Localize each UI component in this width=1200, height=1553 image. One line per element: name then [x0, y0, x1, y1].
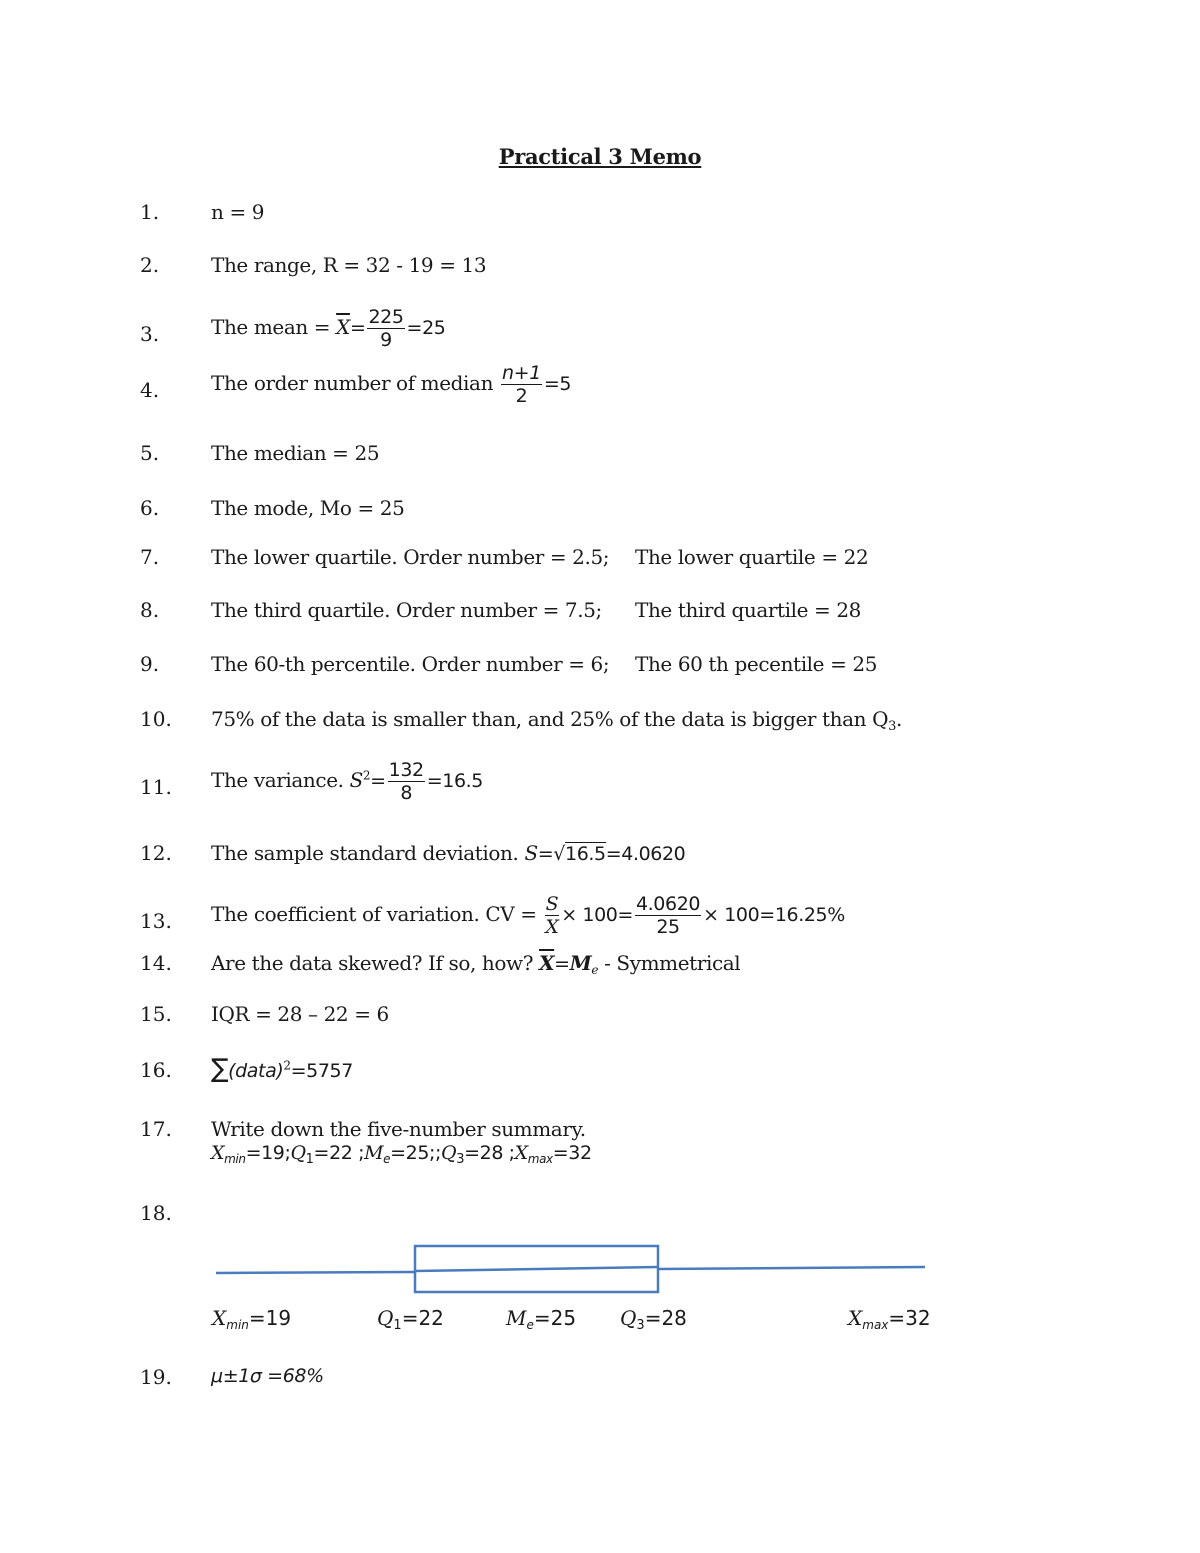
formula-prefix: The order number of median: [211, 371, 500, 395]
fraction-denominator: 2: [515, 385, 528, 407]
formula-prefix: The variance.: [211, 768, 350, 792]
formula-prefix: The sample standard deviation.: [211, 841, 525, 865]
subscript: 3: [888, 719, 896, 734]
item-answer: The 60 th pecentile = 25: [635, 652, 878, 676]
fraction-denominator: X: [545, 916, 559, 938]
label-q3: [620, 1306, 687, 1333]
item-number: 3.: [140, 322, 160, 346]
item-text: n = 9: [211, 200, 265, 224]
item-text: The third quartile. Order number = 7.5;: [211, 598, 602, 622]
item-number: 15.: [140, 1002, 172, 1026]
item-number: 2.: [140, 253, 160, 277]
label-value: =25: [533, 1306, 577, 1330]
label-symbol: X: [848, 1306, 863, 1330]
formula-prefix: The coefficient of variation. CV =: [211, 902, 543, 926]
right-whisker: [658, 1267, 925, 1269]
sum-body: (data): [228, 1060, 284, 1082]
summary-value: =25;;: [390, 1142, 442, 1164]
item-text: The lower quartile. Order number = 2.5;: [211, 545, 610, 569]
item-text: The median = 25: [211, 441, 380, 465]
formula-result: × 100=16.25%: [703, 904, 845, 926]
fraction-denominator: 9: [380, 329, 392, 351]
summary-value: =19;: [245, 1142, 291, 1164]
left-whisker: [216, 1272, 415, 1273]
item-sentence: 75% of the data is smaller than, and 25% of the data is bigger than Q: [211, 707, 889, 731]
skew-answer: - Symmetrical: [598, 951, 741, 975]
formula-prefix: Are the data skewed? If so, how?: [211, 951, 540, 975]
formula-result: =5757: [290, 1060, 353, 1082]
summary-value: =32: [552, 1142, 592, 1164]
subscript: 1: [393, 1318, 402, 1333]
sqrt-icon: √: [553, 843, 566, 865]
label-value: =22: [401, 1306, 444, 1330]
summary-symbol: M: [364, 1142, 384, 1164]
item-number: 17.: [140, 1117, 172, 1141]
item-number: 18.: [140, 1201, 172, 1225]
label-median: [506, 1306, 576, 1332]
item-number: 12.: [140, 841, 172, 865]
equals-sign: =: [537, 843, 554, 865]
summary-symbol: X: [514, 1142, 528, 1164]
fraction-numerator: n+1: [502, 362, 541, 384]
label-symbol: Q: [620, 1306, 637, 1330]
s-symbol: S: [524, 841, 538, 865]
formula-result: =5: [543, 373, 572, 395]
item-text: Write down the five-number summary.: [211, 1117, 586, 1141]
label-xmin: [212, 1306, 291, 1332]
label-symbol: Q: [377, 1306, 394, 1330]
item-number: 9.: [140, 652, 160, 676]
label-value: =32: [888, 1306, 931, 1330]
item-number: 10.: [140, 707, 172, 731]
item-number: 7.: [140, 545, 160, 569]
item-answer: The lower quartile = 22: [635, 545, 869, 569]
list-item-19: [140, 1365, 1140, 1405]
item-number: 6.: [140, 496, 160, 520]
subscript: max: [527, 1152, 553, 1166]
item-number: 11.: [140, 775, 172, 799]
subscript: e: [526, 1318, 534, 1332]
item-number: 5.: [140, 441, 160, 465]
median-line: [415, 1267, 658, 1271]
fraction-numerator: S: [545, 893, 559, 915]
equals-sign: =: [554, 953, 570, 975]
fraction-denominator: 8: [400, 782, 413, 804]
item-number: 13.: [140, 909, 172, 933]
x-bar-symbol: $\overline{X}$: [336, 315, 350, 339]
subscript: e: [591, 963, 599, 977]
subscript: 1: [305, 1152, 314, 1167]
summary-value: =28 ;: [464, 1142, 515, 1164]
subscript: 3: [636, 1318, 645, 1333]
radicand: 16.5: [565, 843, 606, 865]
superscript: 2: [362, 768, 371, 783]
item-text: IQR = 28 – 22 = 6: [211, 1002, 389, 1026]
summary-symbol: X: [211, 1142, 225, 1164]
item-text: The range, R = 32 - 19 = 13: [211, 253, 487, 277]
sigma-icon: ∑: [211, 1054, 229, 1084]
median-symbol: M: [569, 951, 592, 975]
label-xmax: [848, 1306, 931, 1332]
page-title: Practical 3 Memo: [498, 144, 702, 169]
fraction-numerator: 4.0620: [635, 893, 701, 915]
item-number: 8.: [140, 598, 160, 622]
subscript: 3: [456, 1152, 465, 1167]
item-number: 4.: [140, 378, 160, 402]
fraction-denominator: 25: [656, 916, 680, 938]
s-symbol: S: [349, 768, 363, 792]
item-number: 16.: [140, 1058, 172, 1082]
summary-symbol: Q: [441, 1142, 457, 1164]
fraction-numerator: 132: [388, 759, 424, 781]
summary-symbol: Q: [290, 1142, 306, 1164]
item-number: 19.: [140, 1365, 172, 1389]
item-text: The mode, Mo = 25: [211, 496, 405, 520]
item-text: μ±1σ =68%: [211, 1365, 324, 1387]
formula-result: =16.5: [426, 770, 483, 792]
fraction-numerator: 225: [368, 306, 404, 328]
superscript: 2: [283, 1058, 291, 1073]
subscript: min: [226, 1318, 249, 1332]
formula-result: =25: [406, 317, 446, 339]
label-symbol: M: [506, 1306, 527, 1330]
label-symbol: X: [212, 1306, 227, 1330]
subscript: e: [383, 1152, 391, 1166]
label-value: =28: [644, 1306, 687, 1330]
label-q1: [377, 1306, 444, 1333]
label-value: =19: [248, 1306, 292, 1330]
times-100: × 100=: [561, 904, 633, 926]
summary-value: =22 ;: [313, 1142, 365, 1164]
item-number: 1.: [140, 200, 160, 224]
subscript: max: [862, 1318, 889, 1332]
formula-prefix: The mean =: [211, 315, 337, 339]
sentence-end: .: [895, 707, 902, 731]
equals-sign: =: [349, 317, 366, 339]
x-bar-symbol: $\overline{X}$: [539, 951, 555, 975]
item-number: 14.: [140, 951, 172, 975]
formula-result: =4.0620: [605, 843, 686, 865]
item-answer: The third quartile = 28: [635, 598, 862, 622]
subscript: min: [224, 1152, 246, 1166]
item-text: The 60-th percentile. Order number = 6;: [211, 652, 610, 676]
equals-sign: =: [370, 770, 386, 792]
